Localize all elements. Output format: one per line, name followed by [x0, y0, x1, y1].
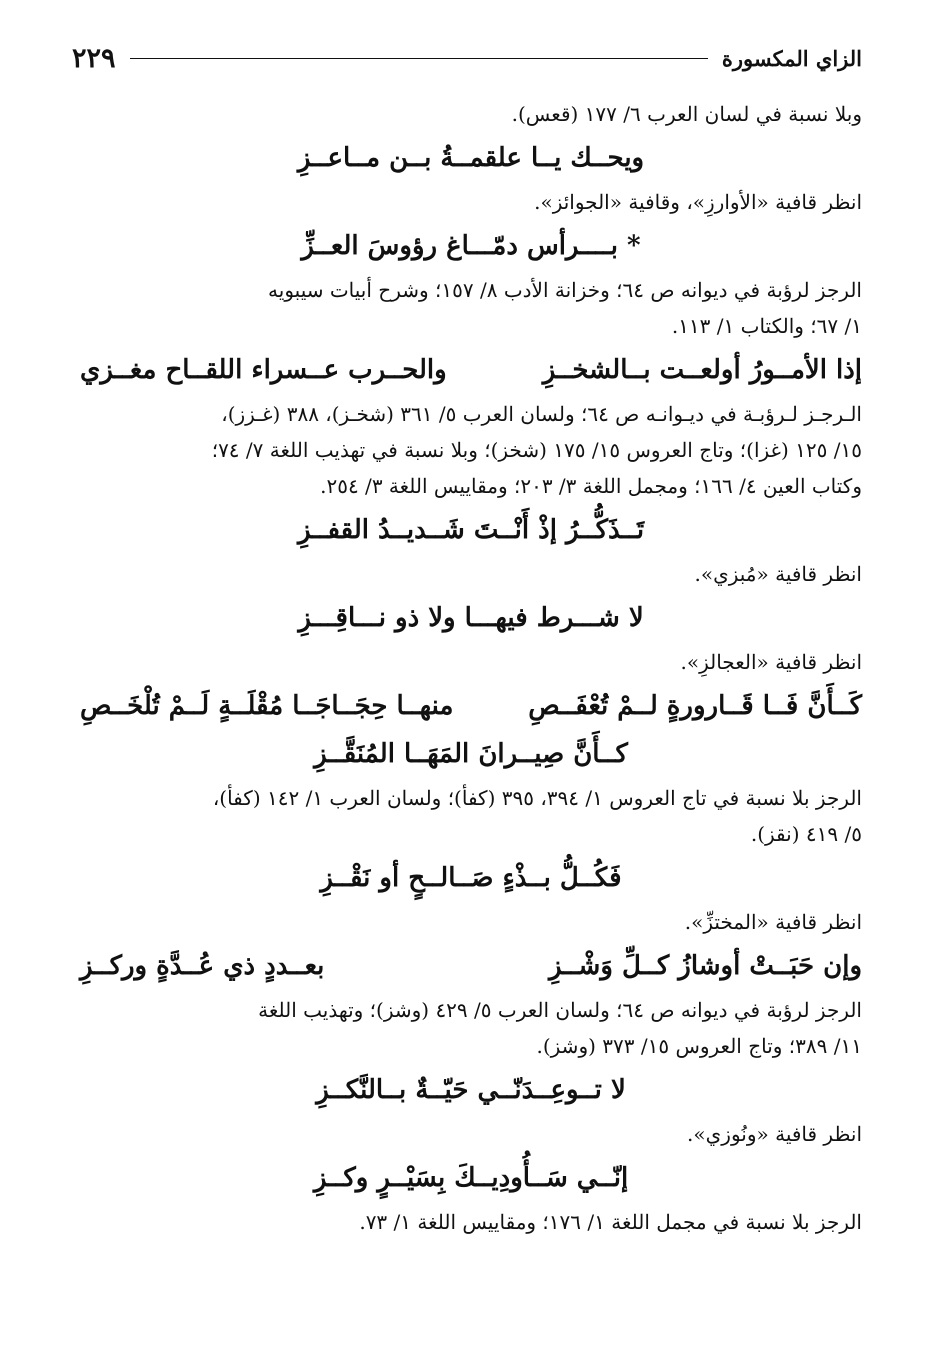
- source-note: ١١/ ٣٨٩؛ وتاج العروس ١٥/ ٣٧٣ (وشز).: [536, 1034, 862, 1058]
- cross-reference-note: انظر قافية «ونُوزي».: [687, 1122, 862, 1146]
- verse-second-hemistich: منهــا حِجَــاجَــا مُقْلَــةٍ لَــمْ تُلْخَــصِ: [80, 691, 454, 721]
- verse-line: كــأَنَّ صِيــرانَ المَهَــا المُنَقَّــزِ: [314, 739, 628, 769]
- verse-line: ويحــك يــا علقمــةُ بــن مــاعــزِ: [297, 143, 645, 173]
- source-note: ٥/ ٤١٩ (نقز).: [750, 822, 862, 846]
- verse-second-hemistich: بعــددٍ ذي عُــدَّةٍ وركــزِ: [80, 951, 325, 981]
- cross-reference-note: انظر قافية «مُبزي».: [694, 562, 862, 586]
- verse-line: تَــذَكُّــرُ إذْ أَنْــتَ شَــديــدُ القفــزِ: [297, 515, 645, 545]
- verse-couplet: [80, 944, 862, 988]
- page-body: [80, 96, 862, 1240]
- header-rule: [130, 58, 708, 59]
- cross-reference-note: انظر قافية «الأوارزِ»، وقافية «الجوائز».: [534, 190, 862, 214]
- source-note: وكتاب العين ٤/ ١٦٦؛ ومجمل اللغة ٣/ ٢٠٣؛ ومقاييس اللغة ٣/ ٢٥٤.: [320, 474, 862, 498]
- verse-line: فَكُــلُّ بــذْءٍ صَــالــحٍ أو نَقْــزِ: [320, 863, 622, 893]
- running-header: [72, 38, 862, 78]
- source-note: وبلا نسبة في لسان العرب ٦/ ١٧٧ (قعس).: [511, 102, 862, 126]
- verse-couplet: [80, 348, 862, 392]
- running-title: الزاي المكسورة: [721, 45, 862, 71]
- source-note: الـرجـز لـرؤبـة في ديـوانـه ص ٦٤؛ ولسان العرب ٥/ ٣٦١ (شخـز)، ٣٨٨ (غـزز)،: [221, 402, 862, 426]
- source-note: الرجز لرؤبة في ديوانه ص ٦٤؛ ولسان العرب ٥/ ٤٢٩ (وشز)؛ وتهذيب اللغة: [258, 998, 862, 1022]
- verse-line: إنّــي سَــأُودِيــكَ بِسَيْــرٍ وكــزِ: [313, 1163, 629, 1193]
- source-note: ١/ ٦٧؛ والكتاب ١/ ١١٣.: [671, 314, 862, 338]
- verse-line: * بــــرأس دمّـــاغ رؤوسَ العــزِّ: [301, 231, 641, 261]
- source-note: ١٥/ ١٢٥ (غزا)؛ وتاج العروس ١٥/ ١٧٥ (شخز)؛ وبلا نسبة في تهذيب اللغة ٧/ ٧٤؛: [211, 438, 862, 462]
- source-note: الرجز بلا نسبة في تاج العروس ١/ ٣٩٤، ٣٩٥ (كفأ)؛ ولسان العرب ١/ ١٤٢ (كفأ)،: [212, 786, 862, 810]
- verse-line: لا شـــرط فيهـــا ولا ذو نـــاقِـــزِ: [298, 603, 644, 633]
- page-number: ٢٢٩: [72, 42, 116, 74]
- source-note: الرجز لرؤبة في ديوانه ص ٦٤؛ وخزانة الأدب ٨/ ١٥٧؛ وشرح أبيات سيبويه: [268, 278, 862, 302]
- verse-first-hemistich: وإن حَبَــتْ أوشازُ كــلِّ وَشْــزِ: [548, 951, 862, 981]
- verse-line: لا تــوعِــدَنّــي حَيّــةٌ بــالنَّكــزِ: [316, 1075, 626, 1105]
- cross-reference-note: انظر قافية «العجالزِ».: [680, 650, 862, 674]
- cross-reference-note: انظر قافية «المختزِّ».: [684, 910, 862, 934]
- verse-first-hemistich: كَــأَنَّ فَــا قَــارورةٍ لــمْ تُعْفَــصِ: [528, 691, 862, 721]
- verse-first-hemistich: إذا الأمــورُ أولعــت بــالشخــزِ: [542, 355, 862, 385]
- source-note: الرجز بلا نسبة في مجمل اللغة ١/ ١٧٦؛ ومقاييس اللغة ١/ ٧٣.: [359, 1210, 862, 1234]
- verse-couplet: [80, 684, 862, 728]
- verse-second-hemistich: والحــرب عــسراء اللقــاح مغــزي: [80, 355, 447, 385]
